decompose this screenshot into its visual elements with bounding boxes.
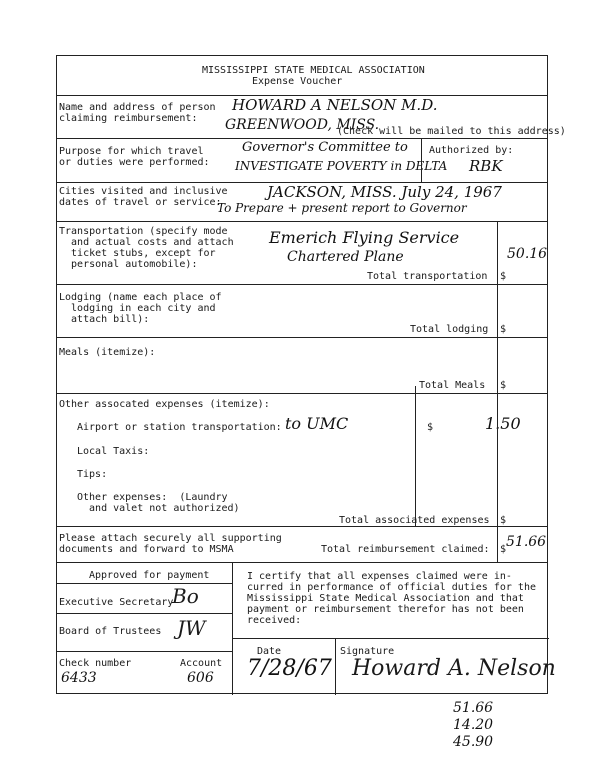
transport-total-label: Total transportation xyxy=(367,271,488,282)
authorized-label: Authorized by: xyxy=(429,145,514,156)
attach-label: Please attach securely all supporting documents and forward to MSMA xyxy=(59,533,282,555)
board-label: Board of Trustees xyxy=(59,626,162,637)
meals-total-label: Total Meals xyxy=(419,380,486,391)
account-label: Account xyxy=(180,658,223,669)
claimant-name: HOWARD A NELSON M.D. xyxy=(232,96,438,114)
purpose-line1: Governor's Committee to xyxy=(242,140,408,155)
claimant-signature: Howard A. Nelson xyxy=(352,656,556,681)
expense-voucher-form xyxy=(56,55,566,694)
signature-label: Signature xyxy=(340,646,395,657)
cities-line2: To Prepare + present report to Governor xyxy=(217,201,467,215)
transport-line1: Emerich Flying Service xyxy=(269,228,460,247)
meals-currency: $ xyxy=(500,380,507,391)
org-title: MISSISSIPPI STATE MEDICAL ASSOCIATION xyxy=(202,65,425,76)
margin-calc-line1: 51.66 xyxy=(453,700,494,716)
form-type: Expense Voucher xyxy=(252,76,343,87)
local-taxis-label: Local Taxis: xyxy=(77,446,150,457)
margin-calc-line2: 14.20 xyxy=(453,717,494,733)
assoc-currency: $ xyxy=(500,515,507,526)
transport-amount: 50.16 xyxy=(507,246,548,262)
other-expenses-label: Other expenses: (Laundry and valet not authorized) xyxy=(77,492,240,514)
lodging-currency: $ xyxy=(500,324,507,335)
date-label: Date xyxy=(257,646,282,657)
cities-label: Cities visited and inclusive dates of travel or service: xyxy=(59,186,228,208)
check-number-label: Check number xyxy=(59,658,132,669)
purpose-line2: INVESTIGATE POVERTY in DELTA xyxy=(235,159,448,173)
airport-destination: to UMC xyxy=(285,414,349,433)
airport-label: Airport or station transportation: xyxy=(77,422,282,433)
tips-label: Tips: xyxy=(77,469,108,480)
assoc-total-label: Total associated expenses xyxy=(339,515,490,526)
transport-line2: Chartered Plane xyxy=(287,249,404,265)
other-label: Other assocated expenses (itemize): xyxy=(59,399,270,410)
claimant-address: GREENWOOD, MISS. xyxy=(225,117,380,133)
airport-currency: $ xyxy=(427,422,434,433)
transport-currency: $ xyxy=(500,271,507,282)
approved-title: Approved for payment xyxy=(89,570,210,581)
date-value: 7/28/67 xyxy=(247,656,332,681)
airport-amount: 1.50 xyxy=(485,414,521,433)
account-value: 606 xyxy=(187,670,214,686)
name-label: Name and address of person claiming reimbursement: xyxy=(59,102,216,124)
board-signature: JW xyxy=(177,616,206,640)
reimbursement-amount: 51.66 xyxy=(506,534,547,550)
exec-secretary-signature: Bo xyxy=(172,584,199,608)
authorized-initials: RBK xyxy=(469,157,503,175)
transport-label: Transportation (specify mode and actual costs and attach ticket stubs, except for personal automobile): xyxy=(59,226,234,270)
exec-secretary-label: Executive Secretary xyxy=(59,597,174,608)
reimbursement-currency: $ xyxy=(500,544,507,555)
certify-text: I certify that all expenses claimed were in- curred in performance of official duties for the Mississippi State Medical Association and that payment or reimbursement therefor has not been received: xyxy=(247,571,536,626)
check-number-value: 6433 xyxy=(61,670,97,686)
cities-line1: JACKSON, MISS. July 24, 1967 xyxy=(267,183,502,201)
purpose-label: Purpose for which travel or duties were performed: xyxy=(59,146,210,168)
margin-calc-line3: 45.90 xyxy=(453,734,494,750)
lodging-label: Lodging (name each place of lodging in each city and attach bill): xyxy=(59,292,222,325)
meals-label: Meals (itemize): xyxy=(59,347,156,358)
reimbursement-total-label: Total reimbursement claimed: xyxy=(321,544,490,555)
lodging-total-label: Total lodging xyxy=(410,324,489,335)
address-note: (Check will be mailed to this address) xyxy=(337,126,566,137)
